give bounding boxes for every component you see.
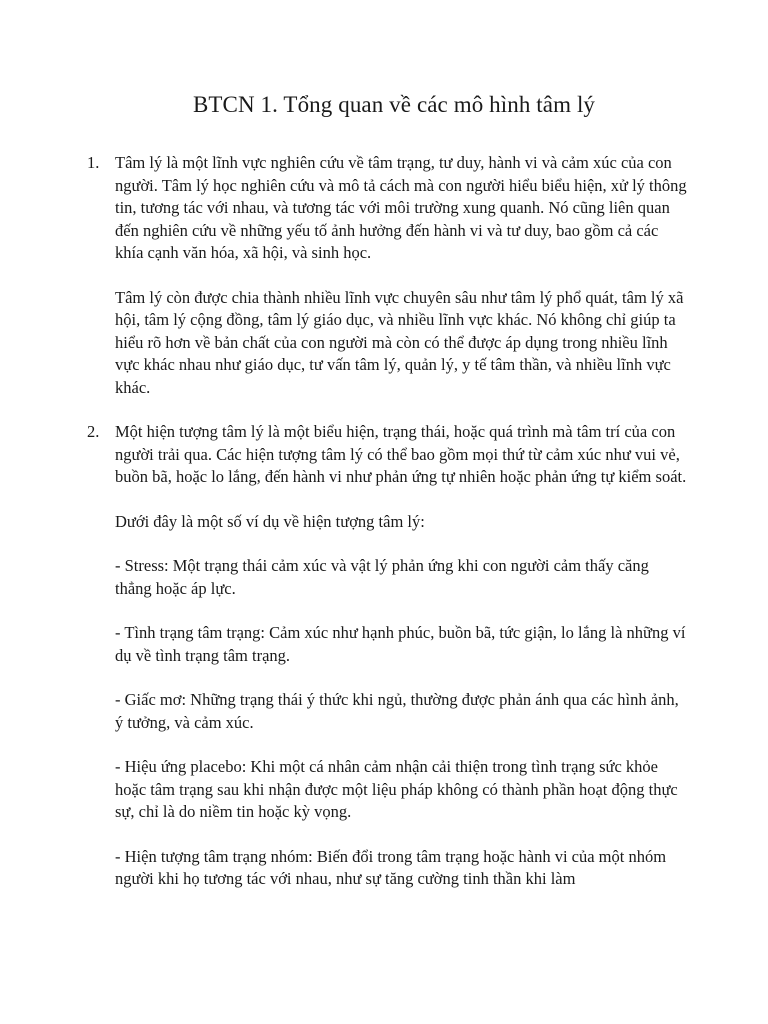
list-item-1 xyxy=(87,152,688,399)
example-placebo: - Hiệu ứng placebo: Khi một cá nhân cảm nhận cải thiện trong tình trạng sức khỏe hoặc tâm trạng sau khi nhận được một liệu pháp không có thành phần hoạt động thực sự, chỉ là do niềm tin hoặc kỳ vọng. xyxy=(115,757,678,821)
paragraph: Tâm lý là một lĩnh vực nghiên cứu về tâm trạng, tư duy, hành vi và cảm xúc của con người. Tâm lý học nghiên cứu và mô tả cách mà con người hiểu biểu hiện, xử lý thông tin, tương tác với nhau, và tương tác với môi trường xung quanh. Nó cũng liên quan đến nghiên cứu về những yếu tố ảnh hưởng đến hành vi và tư duy, bao gồm cả các khía cạnh văn hóa, xã hội, và sinh học. xyxy=(115,153,687,262)
document-title: BTCN 1. Tổng quan về các mô hình tâm lý xyxy=(192,92,596,117)
paragraph: Tâm lý còn được chia thành nhiều lĩnh vực chuyên sâu như tâm lý phổ quát, tâm lý xã hội, tâm lý cộng đồng, tâm lý giáo dục, và nhiều lĩnh vực khác. Nó không chỉ giúp ta hiểu rõ hơn về bản chất của con người mà còn có thể được áp dụng trong nhiều lĩnh vực khác nhau như giáo dục, tư vấn tâm lý, quản lý, y tế tâm thần, và nhiều lĩnh vực khác. xyxy=(115,287,684,397)
example-stress: - Stress: Một trạng thái cảm xúc và vật lý phản ứng khi con người cảm thấy căng thẳng hoặc áp lực. xyxy=(115,556,649,598)
numbered-list xyxy=(87,152,688,891)
example-group-mood: - Hiện tượng tâm trạng nhóm: Biến đổi trong tâm trạng hoặc hành vi của một nhóm người khi họ tương tác với nhau, như sự tăng cường tinh thần khi làm xyxy=(115,846,667,888)
example-dream: - Giấc mơ: Những trạng thái ý thức khi ngủ, thường được phản ánh qua các hình ảnh, ý tưởng, và cảm xúc. xyxy=(115,690,679,732)
paragraph: Một hiện tượng tâm lý là một biểu hiện, trạng thái, hoặc quá trình mà tâm trí của con người trải qua. Các hiện tượng tâm lý có thể bao gồm mọi thứ từ cảm xúc như vui vẻ, buồn bã, hoặc lo lắng, đến hành vi như phản ứng tự nhiên hoặc phản ứng tự kiểm soát. xyxy=(115,422,687,486)
list-number: 1. xyxy=(87,153,100,172)
paragraph: Dưới đây là một số ví dụ về hiện tượng tâm lý: xyxy=(115,511,425,531)
example-mood-state: - Tình trạng tâm trạng: Cảm xúc như hạnh phúc, buồn bã, tức giận, lo lắng là những ví dụ về tình trạng tâm trạng. xyxy=(115,623,686,665)
list-item-2 xyxy=(87,421,688,891)
list-number: 2. xyxy=(87,422,100,441)
